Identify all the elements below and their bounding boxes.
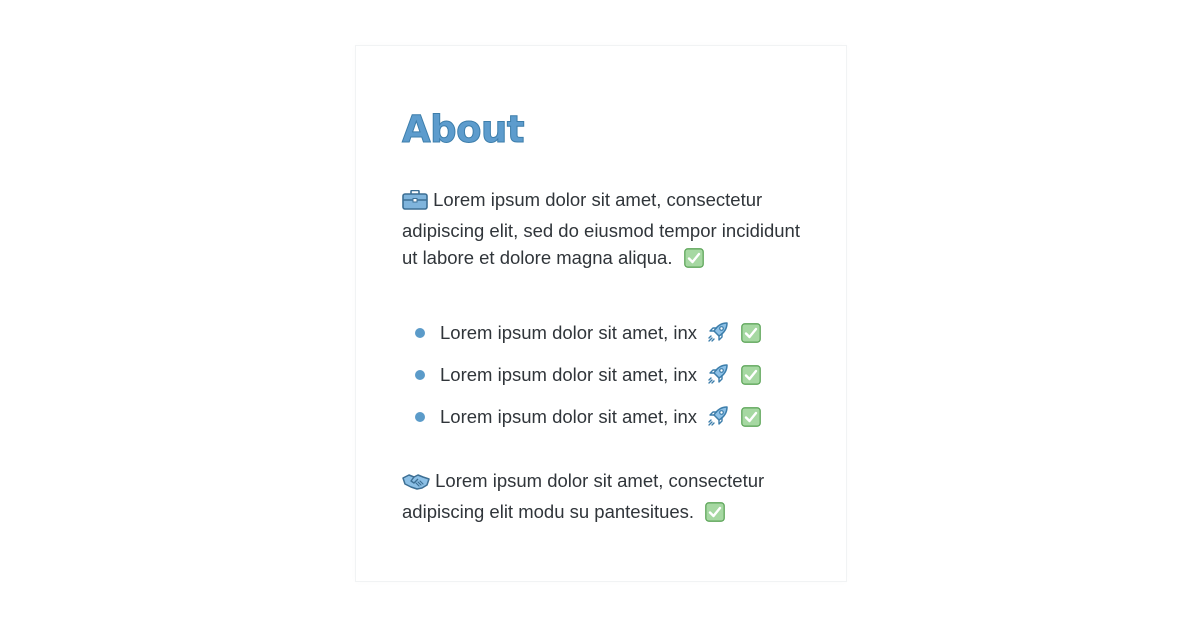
check-mark-icon [684,248,704,268]
intro-paragraph-text: Lorem ipsum dolor sit amet, consectetur adipiscing elit, sed do eiusmod tempor incididunt ut labore et dolore magna aliqua. [402,189,800,268]
list-item-text: Lorem ipsum dolor sit amet, inx [440,364,698,385]
rocket-icon [706,362,730,386]
check-mark-icon [741,322,761,342]
closing-paragraph [402,467,812,525]
briefcase-icon [402,190,428,217]
list-item-text: Lorem ipsum dolor sit amet, inx [440,406,698,427]
closing-paragraph-text: Lorem ipsum dolor sit amet, consectetur adipiscing elit modu su pantesitues. [402,470,765,522]
intro-paragraph [402,186,812,271]
feature-list [414,318,761,444]
bullet-dot [415,370,425,380]
check-mark-icon [741,364,761,384]
bullet-dot [415,328,425,338]
bullet-dot [415,412,425,422]
about-title: About [402,108,525,151]
check-mark-icon [705,502,725,522]
list-item [414,402,761,444]
rocket-icon [706,404,730,428]
about-card [355,45,847,582]
list-item [414,360,761,402]
list-item-text: Lorem ipsum dolor sit amet, inx [440,322,698,343]
rocket-icon [706,320,730,344]
list-item [414,318,761,360]
check-mark-icon [741,406,761,426]
handshake-icon [402,471,430,498]
